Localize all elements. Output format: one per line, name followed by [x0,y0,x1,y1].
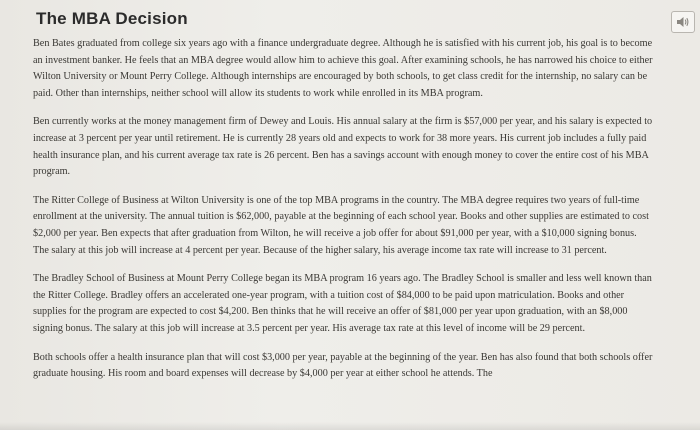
read-aloud-button[interactable] [671,11,695,33]
bottom-shadow [0,422,700,430]
speaker-icon [676,16,690,28]
paragraph-ritter-college: The Ritter College of Business at Wilton University is one of the top MBA programs in the country. The MBA degree requires two years of full-time enrollment at the university. The annual tuition is $62,000, payable at the beginning of each school year. Books and other supplies are estimated to cost $2,000 per year. Ben expects that after graduation from Wilton, he will receive a job offer for about $91,000 per year, with a $10,000 signing bonus. The salary at this job will increase at 4 percent per year. Because of the higher salary, his average income tax rate will increase to 31 percent. [33,194,649,256]
case-text [33,36,653,395]
paragraph-health-housing: Both schools offer a health insurance plan that will cost $3,000 per year, payable at the beginning of the year. Ben has also found that both schools offer graduate housing. His room and board expenses will decrease by $4,000 per year at either school he attends. The [33,351,653,380]
page-title: The MBA Decision [36,9,188,28]
paragraph-current-job: Ben currently works at the money management firm of Dewey and Louis. His annual salary at the firm is $57,000 per year, and his salary is expected to increase at 3 percent per year until retirement. He is currently 28 years old and expects to work for 38 more years. His current job includes a fully paid health insurance plan, and his current average tax rate is 26 percent. Ben has a savings account with enough money to cover the entire cost of his MBA program. [33,116,653,178]
paragraph-bradley-school: The Bradley School of Business at Mount Perry College began its MBA program 16 years ago. The Bradley School is smaller and less well known than the Ritter College. Bradley offers an accelerated one-year program, with a tuition cost of $84,000 to be paid upon matriculation. Books and other supplies for the program are expected to cost $4,200. Ben thinks that he will receive an offer of $81,000 per year upon graduation, with an $8,000 signing bonus. The salary at this job will increase at 3.5 percent per year. His average tax rate at this level of income will be 29 percent. [33,273,652,334]
paragraph-intro: Ben Bates graduated from college six years ago with a finance undergraduate degree. Although he is satisfied with his current job, his goal is to become an investment banker. He feels that an MBA degree would allow him to achieve this goal. After examining schools, he has narrowed his choice to either Wilton University or Mount Perry College. Although internships are encouraged by both schools, to get class credit for the internship, no salary can be paid. Other than internships, neither school will allow its students to work while enrolled in its MBA program. [33,38,653,99]
